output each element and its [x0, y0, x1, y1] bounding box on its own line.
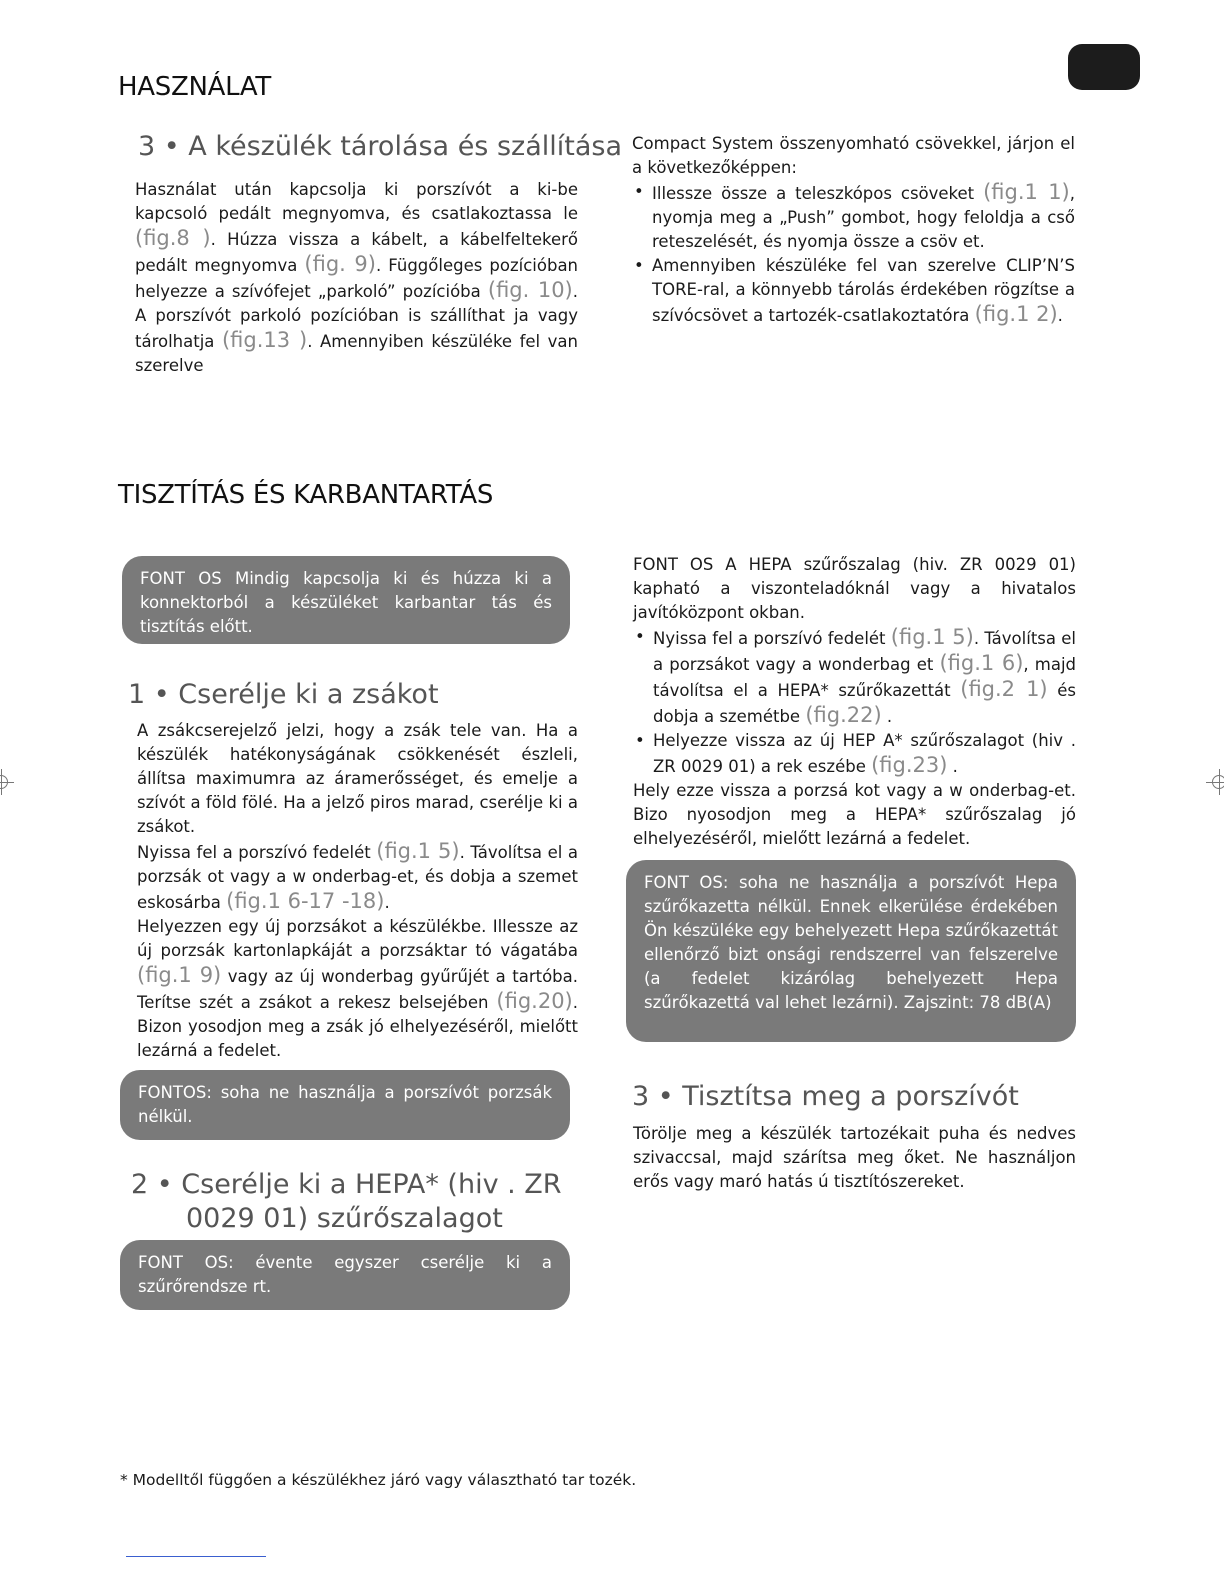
storage-right-intro: Compact System összenyomható csövekkel, járjon el a következőképpen:	[632, 134, 1075, 177]
registration-mark-left	[0, 775, 8, 789]
footnote: * Modelltől függően a készülékhez járó vagy választható tar tozék.	[120, 1471, 637, 1489]
list-item: • Amennyiben készüléke fel van szerelve CLIP’N’S TORE-ral, a könnyebb tárolás érdekében rögzítse a szívócsövet a tartozék-csatlakoztatóra (fig.1 2).	[632, 254, 1075, 328]
bag-p3: Helyezzen egy új porzsákot a készülékbe. Illessze az új porzsák kartonlapkáját a porzsáktar tó vágatába (fig.1 9) vagy az új wonderbag gyűrűjét a tartóba. Terítse szét a zsákot a rekesz belsejében (fig.20). Bizon yosodjon meg a zsák jó elhelyezéséről, mielőtt lezárná a fedelet.	[137, 917, 579, 1060]
fig-ref: (fig. 10)	[487, 278, 573, 302]
hepa-right-intro: FONT OS A HEPA szűrőszalag (hiv. ZR 0029 01) kapható a viszonteladóknál vagy a hivatalos javítóközpont okban.	[633, 555, 1076, 622]
notice-box-hepa-yearly: FONT OS: évente egyszer cserélje ki a szűrőrendsze rt.	[120, 1240, 570, 1310]
page-tab	[1068, 44, 1140, 90]
storage-title: 3 • A készülék tárolása és szállítása	[138, 131, 622, 162]
section-title-tisztitas: TISZTÍTÁS ÉS KARBANTARTÁS	[118, 480, 494, 510]
bottom-rule	[126, 1556, 266, 1557]
fig-ref: (fig.1 6)	[939, 651, 1024, 675]
fig-ref: (fig.1 5)	[890, 625, 974, 649]
bag-paragraphs	[137, 719, 578, 1063]
list-item: • Helyezze vissza az új HEP A* szűrőszalagot (hiv . ZR 0029 01) a rek eszébe (fig.23) .	[633, 729, 1076, 779]
bag-p2: Nyissa fel a porszívó fedelét (fig.1 5). Távolítsa el a porzsák ot vagy a w onderbag-et, és dobja a szemet eskosárba (fig.1 6-17 -18).	[137, 839, 578, 913]
fig-ref: (fig.2 1)	[960, 677, 1048, 701]
hepa-right-column	[633, 553, 1076, 851]
notice-box-hepa-warning: FONT OS: soha ne használja a porszívót Hepa szűrőkazetta nélkül. Ennek elkerülése érdekében Ön készüléke egy behelyezett Hepa szűrőkazettát ellenőrző bizt onsági rendszerrel van felszerelve (a fedelet kizárólag behelyezett Hepa szűrőkazettá val lehet lezárni). Zajszint: 78 dB(A)	[626, 860, 1076, 1042]
hepa-title: 2 • Cserélje ki a HEPA* (hiv . ZR 0029 01) szűrőszalagot	[131, 1169, 562, 1234]
section-title-hasznalat: HASZNÁLAT	[118, 72, 271, 102]
fig-ref: (fig.1 9)	[137, 963, 222, 987]
fig-ref: (fig.1 1)	[983, 180, 1070, 204]
fig-ref: (fig. 9)	[304, 252, 376, 276]
fig-ref: (fig.1 6-17 -18)	[226, 889, 385, 913]
list-item: • Illessze össze a teleszkópos csöveket (fig.1 1), nyomja meg a „Push” gombot, hogy feloldja a cső reteszelését, és nyomja össze a csöv et.	[632, 180, 1075, 254]
hepa-right-p2: Hely ezze vissza a porzsá kot vagy a w onderbag-et. Bizo nyosodjon meg a HEPA* szűrőszalag jó elhelyezéséről, mielőtt lezárná a fedelet.	[633, 781, 1076, 848]
fig-ref: (fig.23)	[871, 753, 948, 777]
bag-p1: A zsákcserejelző jelzi, hogy a zsák tele van. Ha a készülék hatékonyságának csökkenését észleli, állítsa maximumra az áramerősséget, és emelje a szívót a föld fölé. Ha a jelző piros marad, cserélje ki a zsákot.	[137, 721, 578, 836]
fig-ref: (fig.13 )	[221, 328, 308, 352]
notice-box-bag: FONTOS: soha ne használja a porszívót porzsák nélkül.	[120, 1070, 570, 1140]
fig-ref: (fig.1 5)	[376, 839, 460, 863]
fig-ref: (fig.20)	[496, 989, 573, 1013]
clean-paragraph: Törölje meg a készülék tartozékait puha és nedves szivaccsal, majd szárítsa meg őket. Ne használjon erős vagy maró hatás ú tisztítószereket.	[633, 1124, 1076, 1191]
notice-box-unplug: FONT OS Mindig kapcsolja ki és húzza ki a konnektorból a készüléket karbantar tás és tisztítás előtt.	[122, 556, 570, 644]
fig-ref: (fig.1 2)	[974, 302, 1058, 326]
fig-ref: (fig.22)	[805, 703, 882, 727]
clean-title: 3 • Tisztítsa meg a porszívót	[632, 1081, 1019, 1112]
bag-title: 1 • Cserélje ki a zsákot	[128, 679, 439, 710]
storage-right-column	[632, 132, 1075, 328]
registration-mark-right	[1212, 775, 1224, 789]
storage-paragraph: Használat után kapcsolja ki porszívót a ki-be kapcsoló pedált megnyomva, és csatlakoztassa le (fig.8 ). Húzza vissza a kábelt, a kábelfeltekerő pedált megnyomva (fig. 9). Függőleges pozícióban helyezze a szívófejet „parkoló” pozícióba (fig. 10). A porszívót parkoló pozícióban is szállíthat ja vagy tárolhatja (fig.13 ). Amennyiben készüléke fel van szerelve	[135, 180, 579, 375]
list-item: • Nyissa fel a porszívó fedelét (fig.1 5). Távolítsa el a porzsákot vagy a wonderbag et (fig.1 6), majd távolítsa el a HEPA* szűrőkazettát (fig.2 1) és dobja a szemétbe (fig.22) .	[633, 625, 1076, 729]
fig-ref: (fig.8 )	[135, 226, 211, 250]
